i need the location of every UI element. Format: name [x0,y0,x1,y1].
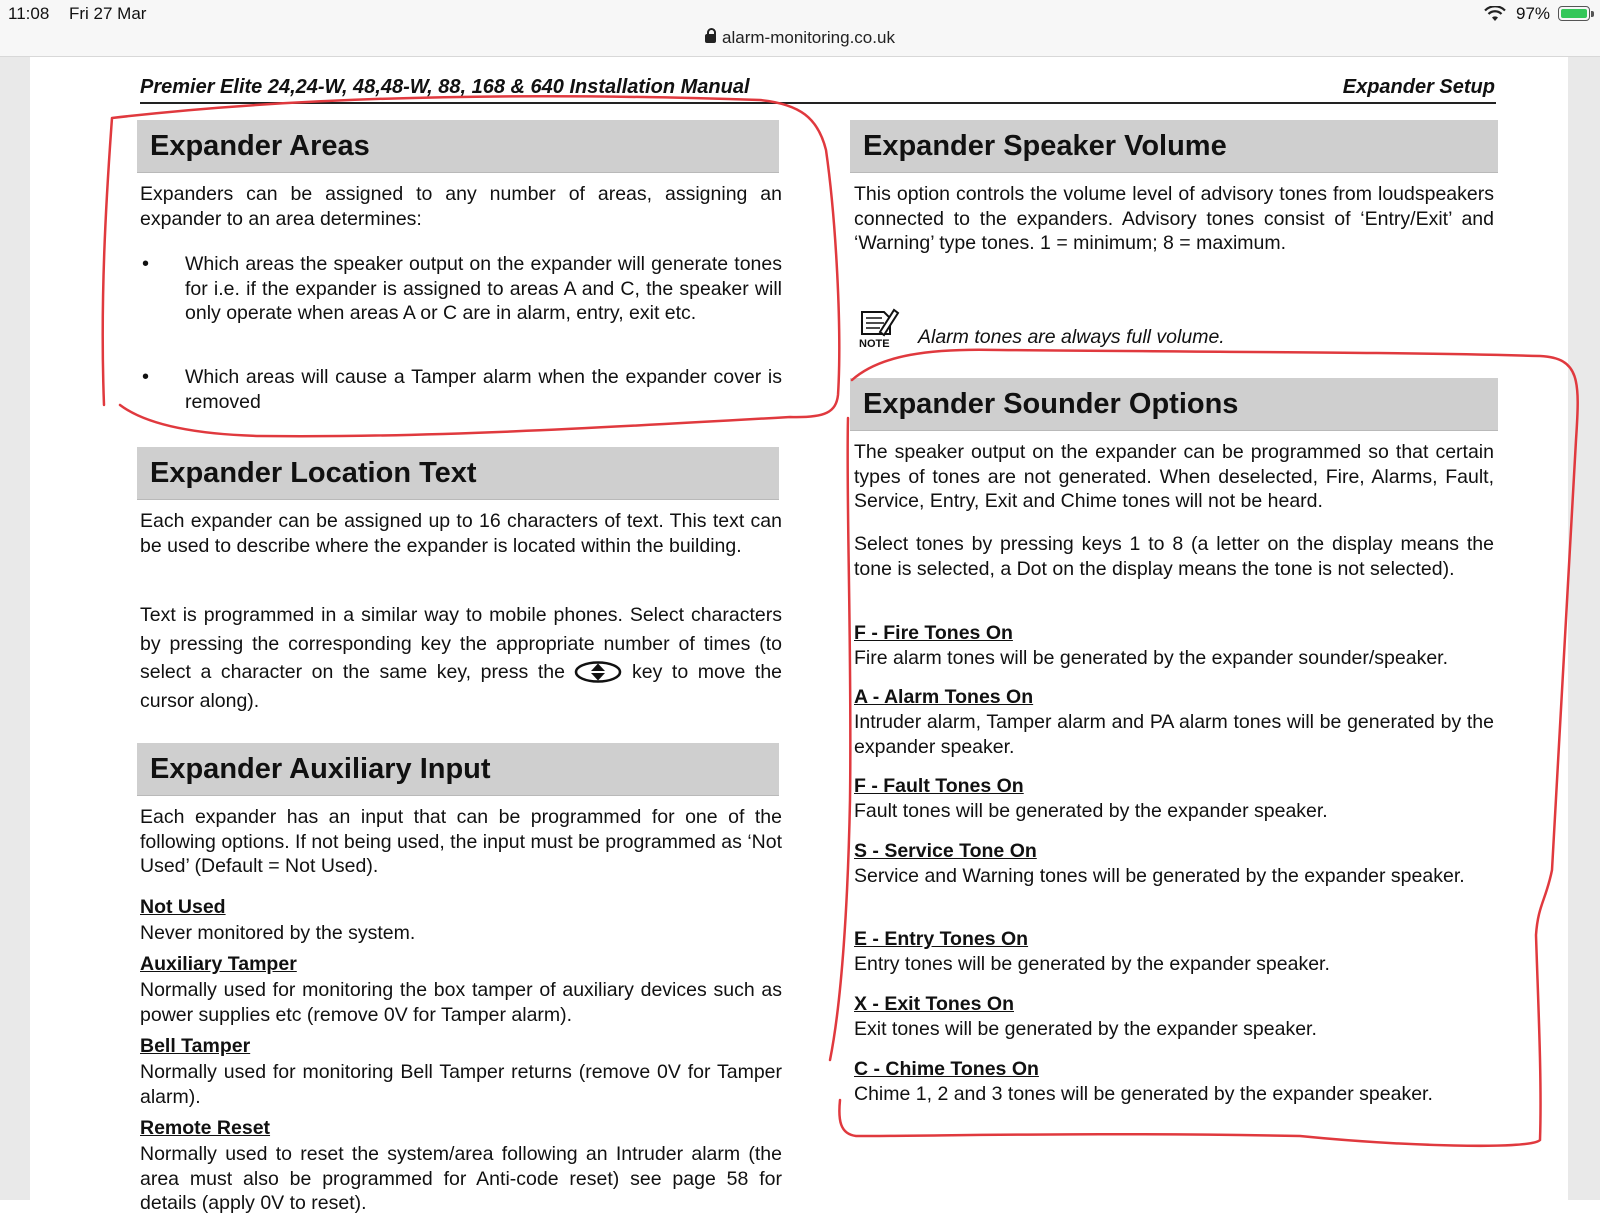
section-title: Expander Speaker Volume [863,130,1227,162]
battery-percent: 97% [1516,4,1551,23]
section-expander-areas [137,120,779,173]
bullet-text: Which areas the speaker output on the expander will generate tones for i.e. if the expander is assigned to areas A and C, the speaker will only operate when areas A or C are in alarm, entry, exit etc. [185,253,782,324]
option-title: Not Used [140,896,226,918]
option-title: E - Entry Tones On [854,928,1029,950]
status-bar [0,0,1600,57]
note-icon [856,304,900,348]
section-title: Expander Auxiliary Input [150,753,491,785]
chapter-title: Expander Setup [1342,76,1495,98]
manual-title: Premier Elite 24,24-W, 48,48-W, 88, 168 & 640 Installation Manual [140,76,750,98]
areas-intro: Expanders can be assigned to any number of areas, assigning an expander to an area determines: [140,183,782,230]
location-paragraph-2-text: Text is programmed in a similar way to mobile phones. Select characters by pressing the corresponding key the appropriate number of times (to select a character on the same key, press the [140,604,782,683]
list-item: • Which areas will cause a Tamper alarm when the expander cover is removed [142,366,782,413]
option-title: S - Service Tone On [854,840,1037,862]
bullet-text: Which areas will cause a Tamper alarm when the expander cover is removed [185,366,782,413]
section-title: Expander Sounder Options [863,388,1239,420]
lock-icon [705,34,716,43]
header-rule [140,102,1496,104]
option-title: F - Fault Tones On [854,775,1024,797]
battery-fill [1561,9,1587,18]
section-expander-location-text [137,447,779,500]
option-title: Auxiliary Tamper [140,953,297,975]
section-title: Expander Areas [150,130,370,162]
option-title: A - Alarm Tones On [854,686,1034,708]
status-time: 11:08 [8,4,50,23]
option-title: C - Chime Tones On [854,1058,1039,1080]
option-description: Normally used to reset the system/area following an Intruder alarm (the area must also be programmed for Anti-code reset) see page 58 for details (apply 0V to reset). [140,1143,782,1214]
sounder-paragraph-2: Select tones by pressing keys 1 to 8 (a letter on the display means the tone is selected, a Dot on the display means the tone is not selected). [854,533,1494,580]
option-description: Fault tones will be generated by the expander speaker. [854,800,1328,822]
battery-icon [1558,6,1590,21]
option-description: Intruder alarm, Tamper alarm and PA alarm tones will be generated by the expander speaker. [854,711,1494,758]
address-bar[interactable] [0,28,1600,48]
wifi-icon [1484,6,1506,22]
option-title: F - Fire Tones On [854,622,1013,644]
note-label: NOTE [859,338,890,348]
section-expander-auxiliary-input [137,743,779,796]
option-description: Normally used for monitoring Bell Tamper returns (remove 0V for Tamper alarm). [140,1061,782,1108]
option-description: Chime 1, 2 and 3 tones will be generated by the expander speaker. [854,1083,1433,1105]
note-text: Alarm tones are always full volume. [918,326,1225,348]
section-expander-sounder-options [850,378,1498,431]
option-title: Remote Reset [140,1117,271,1139]
section-expander-speaker-volume [850,120,1498,173]
option-description: Never monitored by the system. [140,922,416,944]
aux-intro: Each expander has an input that can be programmed for one of the following options. If not being used, the input must be programmed as ‘Not Used’ (Default = Not Used). [140,806,782,877]
scroll-key-icon [574,661,622,683]
location-paragraph-2-end: key to move the cursor along). [140,661,783,712]
option-title: Bell Tamper [140,1035,251,1057]
option-title: X - Exit Tones On [854,993,1014,1015]
location-paragraph-1: Each expander can be assigned up to 16 characters of text. This text can be used to describe where the expander is located within the building. [140,510,782,557]
option-description: Normally used for monitoring the box tamper of auxiliary devices such as power supplies etc (remove 0V for Tamper alarm). [140,979,782,1026]
option-description: Service and Warning tones will be generated by the expander speaker. [854,865,1465,887]
section-title: Expander Location Text [150,457,477,489]
location-paragraph-2 [140,601,782,715]
url-text: alarm-monitoring.co.uk [722,28,895,47]
list-item: • Which areas the speaker output on the expander will generate tones for i.e. if the expander is assigned to areas A and C, the speaker will only operate when areas A or C are in alarm, entry, exit etc. [142,253,782,324]
option-description: Entry tones will be generated by the expander speaker. [854,953,1330,975]
status-date: Fri 27 Mar [69,4,147,23]
option-description: Fire alarm tones will be generated by the expander sounder/speaker. [854,647,1449,669]
option-description: Exit tones will be generated by the expander speaker. [854,1018,1317,1040]
sounder-paragraph-1: The speaker output on the expander can be programmed so that certain types of tones are not generated. When deselected, Fire, Alarms, Fault, Service, Entry, Exit and Chime tones will not be heard. [854,441,1494,512]
volume-paragraph: This option controls the volume level of advisory tones from loudspeakers connected to the expanders. Advisory tones consist of ‘Entry/Exit’ and ‘Warning’ type tones. 1 = minimum; 8 = maximum. [854,183,1494,254]
